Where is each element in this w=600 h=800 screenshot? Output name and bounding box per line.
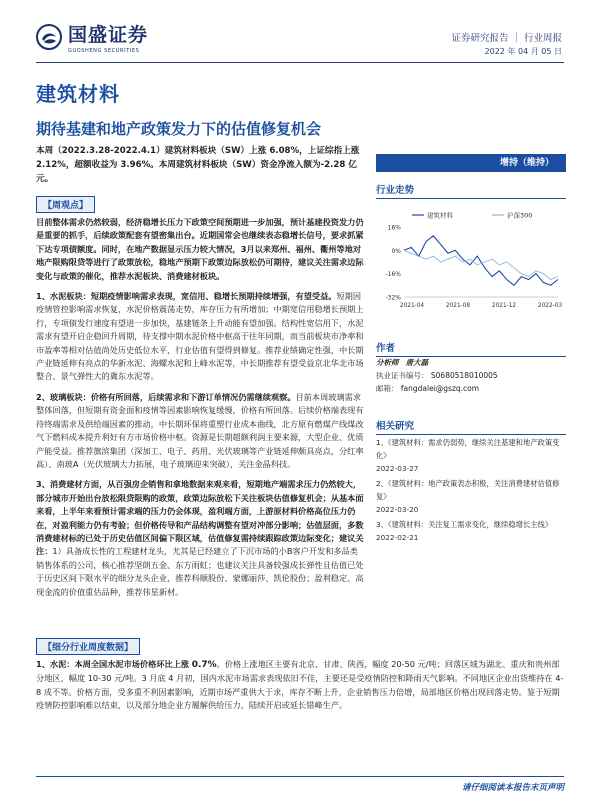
x-tick-label: 2021-04 — [399, 303, 425, 309]
glass-paragraph — [36, 391, 366, 471]
logo-text-en: GUOSHENG SECURITIES — [68, 48, 140, 54]
author-heading: 作者 — [376, 340, 566, 357]
related-item-title[interactable]: 1、《建筑材料：需求仍弱势，继续关注基建和地产政策变化》 — [376, 438, 560, 460]
cement-data-lead: 1、水泥：本周全国水泥市场价格环比上涨 — [36, 659, 190, 669]
cert-label: 执业证书编号： — [376, 371, 429, 380]
report-type: 证券研究报告 ｜ 行业周报 — [451, 33, 562, 44]
legend-label: 建筑材料 — [427, 211, 453, 220]
related-research-list — [376, 436, 566, 546]
cement-paragraph — [36, 290, 366, 384]
footer-disclaimer: 请仔细阅读本报告末页声明 — [461, 783, 564, 793]
page-header — [0, 0, 600, 72]
y-tick-label: -32% — [385, 294, 401, 302]
y-tick-label: -16% — [385, 271, 401, 279]
industry-trend-chart — [376, 205, 566, 315]
x-tick-label: 2022-03 — [537, 303, 563, 309]
email-label: 邮箱： — [376, 384, 399, 393]
related-item-date: 2022-03-20 — [376, 505, 419, 514]
related-item-title[interactable]: 3、《建筑材料：关注复工需求变化，继续稳增长主线》 — [376, 520, 553, 529]
industry-trend-heading: 行业走势 — [376, 182, 566, 199]
consumer-lead: 3、消费建材方面，从百强房企销售和拿地数据来观来看，短期地产端需求压力仍然较大，部分城市开始出台放松限贷限购的政策，政策边际放松下关注板块估值修复机会；从基本面来看，上半年来看预计需求端的压力仍会体现，盈利端方面，上游原材料价格高位压力仍在，对盈利能力仍有考验；但价格传导和产品结构调整有望对冲部分影响；估值层面，多数消费建材标的已处于历史估值区间偏下限区域，估值修复需持续跟踪政策边际变化；建议关注： — [36, 479, 364, 557]
logo-text-cn: 国盛证券 — [68, 24, 149, 46]
consumer-text: 1）具备成长性的工程建材龙头，尤其是已经建立了下沉市场的小B客户开发和多品类销售体系的公司，核心推荐坚朗五金、东方雨虹；也建议关注具备较强成长弹性且估值已处于历史区间下限水平的细分龙头企业，推荐科顺股份、蒙娜丽莎、凯伦股份；盈利稳定、高现金流的价值重估品种，推荐伟星新材。 — [36, 546, 364, 597]
rating-badge: 增持（维持） — [376, 154, 566, 172]
legend-label: 沪深300 — [507, 211, 533, 220]
related-research-heading: 相关研究 — [376, 418, 566, 435]
related-item-date: 2022-02-21 — [376, 533, 419, 542]
x-tick-label: 2021-12 — [491, 303, 517, 309]
cement-lead: 1、水泥板块：短期疫情影响需求表现，宽信用、稳增长预期持续增强，有望受益。 — [36, 291, 337, 302]
glass-lead: 2、玻璃板块：价格有所回落，后续需求和下游订单情况仍需继续观察。 — [36, 391, 296, 402]
series-line-building-materials — [404, 236, 558, 285]
header-divider — [36, 62, 564, 63]
weekly-summary: 本周（2022.3.28-2022.4.1）建筑材料板块（SW）上涨 6.08%，上证综指上涨 2.12%，超额收益为 3.96%。本周建筑材料板块（SW）资金净流入额为-2.28 亿元。 — [36, 146, 360, 184]
cement-price-change: 0.7% — [191, 660, 217, 670]
sub-industry-data-label: 【细分行业周度数据】 — [36, 638, 140, 655]
consumer-materials-paragraph — [36, 478, 366, 599]
y-tick-label: 0% — [391, 247, 401, 255]
glass-text: 目前本周玻璃需求整体回落，但短期有资金面和疫情等因素影响恢复缓慢，价格有所回落。后续价格端表现有待终端需求及供给端因素的推动，中长期环保将重塑行业成本曲线，北方原有燃煤产线煤改气下燃料成本提升利好有方市场价格中枢。资源是长期超额利润主要来源，大型企业、优质产能受益。推荐旗滨集团（深加工、电子、药用、光伏玻璃等产业链延伸颇具亮点，分红率高）、南玻A（光伏玻璃大力拓展，电子玻璃迎来突破），关注金晶科技。 — [36, 391, 364, 469]
analyst-role: 分析师 — [376, 358, 399, 367]
trend-chart-svg — [376, 205, 566, 315]
analyst-block — [376, 356, 566, 395]
page-footer — [36, 776, 564, 796]
cement-weekly-data — [36, 658, 566, 713]
viewpoint-paragraph: 目前整体需求仍然较弱，经济稳增长压力下政策空间预期进一步加强，预计基建投资发力仍是重要的抓手，后续政策配套有望密集出台。近期国常会也继续表态稳增长信号，要求抓紧下达专项债额度。同时，在地产数据显示压力较大情况，3月以来郑州、福州、衢州等地对地产限购限贷等进行了政策放松，稳地产预期下政策边际放松仍可期待，建议关注需求边际变化与政策的催化，推荐水泥板块、消费建材板块。 — [36, 217, 364, 281]
related-item-title[interactable]: 2、《建筑材料：地产政策表态积极，关注消费建材估值修复》 — [376, 479, 560, 501]
viewpoint-body — [36, 216, 366, 606]
report-headline: 期待基建和地产政策发力下的估值修复机会 — [36, 120, 322, 138]
related-item-date: 2022-03-27 — [376, 464, 419, 473]
industry-title: 建筑材料 — [36, 82, 120, 106]
analyst-name: 唐大磊 — [405, 358, 429, 367]
x-tick-label: 2021-08 — [445, 303, 471, 309]
y-tick-label: 16% — [387, 224, 401, 232]
company-logo-icon — [36, 24, 62, 50]
analyst-email[interactable]: fangdalei@gszq.com — [400, 384, 480, 393]
cement-data-text: 。价格上涨地区主要有北京、甘肃、陕西，幅度 20-50 元/吨；回落区域为湖北、重庆和贵州部分地区，幅度 10-30 元/吨。3 月底 4 月初，国内水泥市场需求表现依旧不佳，主要还是受疫情防控和降雨天气影响。不同地区企业出货维持在 4-8 成不等。价格方面，受多重不利因素影响，近期市场严重供大于求，库存不断上升，企业销售压力倍增，局部地区价格出现回落走势。鉴于短期疫情防控影响难以结束，以及部分地企业方履解供给压力，陆续开启或延长错峰生产。 — [36, 659, 564, 711]
viewpoint-label: 【周观点】 — [36, 196, 95, 213]
cement-text: 短期因疫情管控影响需求恢复，水泥价格震荡走势，库存压力有所增加；中期宽信用稳增长预期上行，专项债发行速度有望进一步加快，基建链条上升动能有望加强。结构性宽信用下，水泥需求有望开启企稳回升周期，待支撑中期水泥价格中枢高于往年同期，而当前板块市净率和市盈率等相对估值尚处历史低位水平，行业估值有望得到修复。推荐业绩确定性强，中长期产业链延伸有亮点的华新水泥、海螺水泥和上峰水泥等，中长期推荐有望受益京北华北市场整合、景气弹性大的冀东水泥等。 — [36, 291, 364, 382]
company-logo — [36, 20, 148, 54]
cert-number: S0680518010005 — [430, 371, 498, 380]
report-date: 2022 年 04 月 05 日 — [484, 47, 562, 56]
